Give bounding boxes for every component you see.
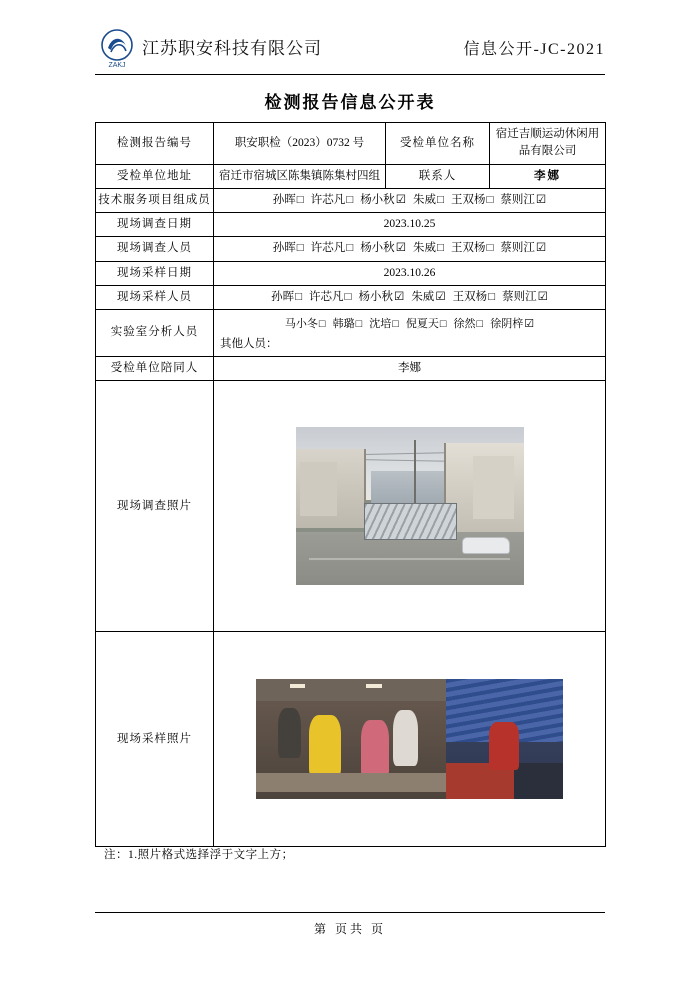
staff-name: 韩璐 [332, 317, 355, 330]
checkbox-unchecked-icon[interactable]: □ [486, 242, 494, 255]
staff-name: 孙晖 [271, 290, 295, 303]
checkbox-checked-icon[interactable]: ☑ [535, 193, 547, 206]
checkbox-unchecked-icon[interactable]: □ [295, 290, 303, 303]
checkbox-checked-icon[interactable]: ☑ [394, 290, 405, 303]
survey-date-label: 现场调查日期 [96, 213, 214, 237]
survey-photo-label: 现场调查照片 [96, 381, 214, 632]
staff-entry [454, 318, 484, 330]
contact-label: 联系人 [386, 164, 490, 188]
footer-divider [95, 912, 605, 913]
sampling-photo-label: 现场采样照片 [96, 632, 214, 847]
table-row [96, 310, 606, 357]
client-address-value: 宿迁市宿城区陈集镇陈集村四组 [214, 164, 386, 188]
staff-name: 王双杨 [452, 290, 488, 303]
staff-name: 徐然 [453, 317, 476, 330]
table-row [96, 164, 606, 188]
other-staff-label: 其他人员： [220, 338, 278, 351]
table-row [96, 213, 606, 237]
staff-name: 马小冬 [284, 317, 318, 330]
checkbox-checked-icon[interactable]: ☑ [537, 290, 548, 303]
page-number-footer: 第 页共 页 [313, 922, 386, 936]
accompany-label: 受检单位陪同人 [96, 357, 214, 381]
lab-staff-list [214, 313, 605, 337]
table-row [96, 357, 606, 381]
page-title: 检测报告信息公开表 [264, 93, 436, 112]
staff-name: 蔡则江 [500, 193, 535, 206]
report-no-label: 检测报告编号 [96, 123, 214, 165]
staff-name: 蔡则江 [500, 242, 535, 255]
checkbox-unchecked-icon[interactable]: □ [488, 290, 496, 303]
checkbox-unchecked-icon[interactable]: □ [476, 317, 484, 330]
survey-photo-image [296, 427, 524, 585]
sampling-photo-image [256, 679, 564, 799]
staff-entry [309, 291, 351, 303]
footnote: 注：1.照片格式选择浮于文字上方； [104, 849, 294, 861]
checkbox-unchecked-icon[interactable]: □ [437, 193, 444, 206]
company-name: 江苏职安科技有限公司 [142, 39, 322, 58]
staff-entry [360, 242, 406, 254]
checkbox-unchecked-icon[interactable]: □ [346, 242, 354, 255]
checkbox-unchecked-icon[interactable]: □ [486, 193, 494, 206]
team-members-list [214, 188, 606, 212]
staff-name: 许芯凡 [309, 290, 344, 303]
company-logo-icon [95, 26, 139, 70]
page-header [95, 26, 605, 74]
checkbox-checked-icon[interactable]: ☑ [535, 242, 547, 255]
staff-entry [451, 194, 493, 206]
staff-name: 杨小秋 [360, 242, 395, 255]
document-code: 信息公开-JC-2021 [463, 41, 605, 58]
staff-entry [500, 242, 546, 254]
staff-entry [451, 242, 493, 254]
info-table [95, 122, 606, 847]
staff-entry [359, 291, 405, 303]
checkbox-checked-icon[interactable]: ☑ [435, 290, 446, 303]
staff-entry [333, 318, 363, 330]
svg-text:ZAKJ: ZAKJ [108, 62, 126, 69]
staff-entry [490, 318, 534, 330]
survey-date-value: 2023.10.25 [214, 213, 606, 237]
staff-name: 王双杨 [450, 242, 486, 255]
staff-entry [285, 318, 326, 330]
sampling-staff-label: 现场采样人员 [96, 285, 214, 309]
survey-staff-label: 现场调查人员 [96, 237, 214, 261]
staff-name: 倪夏天 [405, 317, 439, 330]
table-row [96, 261, 606, 285]
staff-entry [413, 242, 444, 254]
survey-photo-cell [214, 381, 606, 632]
table-row [96, 237, 606, 261]
checkbox-unchecked-icon[interactable]: □ [318, 317, 326, 330]
staff-entry [311, 194, 353, 206]
client-name-value: 宿迁吉顺运动休闲用品有限公司 [490, 123, 606, 165]
staff-name: 许芯凡 [310, 193, 346, 206]
report-no-value: 职安职检（2023）0732 号 [214, 123, 386, 165]
table-row-survey-photo [96, 381, 606, 632]
staff-entry [273, 194, 304, 206]
staff-name: 蔡则江 [502, 290, 537, 303]
survey-staff-list [214, 237, 606, 261]
checkbox-unchecked-icon[interactable]: □ [296, 193, 304, 206]
staff-entry [453, 291, 495, 303]
staff-entry [271, 291, 302, 303]
table-row [96, 123, 606, 165]
checkbox-unchecked-icon[interactable]: □ [355, 317, 363, 330]
checkbox-unchecked-icon[interactable]: □ [437, 242, 444, 255]
staff-entry [369, 318, 399, 330]
staff-name: 朱威 [413, 193, 436, 206]
staff-name: 孙晖 [272, 242, 296, 255]
sampling-photo-cell [214, 632, 606, 847]
table-row-sampling-photo [96, 632, 606, 847]
staff-entry [502, 291, 548, 303]
staff-name: 许芯凡 [310, 242, 346, 255]
header-divider [95, 74, 605, 75]
sampling-date-value: 2023.10.26 [214, 261, 606, 285]
checkbox-unchecked-icon[interactable]: □ [346, 193, 354, 206]
table-row [96, 188, 606, 212]
sampling-date-label: 现场采样日期 [96, 261, 214, 285]
table-row [96, 285, 606, 309]
staff-name: 王双杨 [450, 193, 486, 206]
staff-name: 杨小秋 [358, 290, 393, 303]
client-name-label: 受检单位名称 [386, 123, 490, 165]
checkbox-unchecked-icon[interactable]: □ [392, 317, 399, 330]
staff-name: 朱威 [413, 242, 436, 255]
staff-entry [311, 242, 353, 254]
checkbox-unchecked-icon[interactable]: □ [344, 290, 352, 303]
team-members-label: 技术服务项目组成员 [96, 188, 214, 212]
lab-staff-cell [214, 310, 606, 357]
staff-entry [413, 194, 444, 206]
staff-entry [500, 194, 546, 206]
staff-entry [406, 318, 447, 330]
staff-entry [360, 194, 406, 206]
sampling-staff-list [214, 285, 606, 309]
checkbox-unchecked-icon[interactable]: □ [439, 317, 447, 330]
staff-name: 徐阴梓 [490, 317, 524, 330]
staff-name: 杨小秋 [360, 193, 395, 206]
lab-staff-label: 实验室分析人员 [96, 310, 214, 357]
client-address-label: 受检单位地址 [96, 164, 214, 188]
staff-name: 沈培 [369, 317, 392, 330]
checkbox-checked-icon[interactable]: ☑ [395, 242, 406, 255]
staff-entry [411, 291, 445, 303]
checkbox-checked-icon[interactable]: ☑ [395, 193, 406, 206]
checkbox-checked-icon[interactable]: ☑ [524, 317, 535, 330]
accompany-value: 李娜 [214, 357, 606, 381]
staff-name: 孙晖 [272, 193, 296, 206]
staff-entry [273, 242, 304, 254]
checkbox-unchecked-icon[interactable]: □ [296, 242, 304, 255]
contact-value: 李娜 [490, 164, 606, 188]
staff-name: 朱威 [411, 290, 435, 303]
